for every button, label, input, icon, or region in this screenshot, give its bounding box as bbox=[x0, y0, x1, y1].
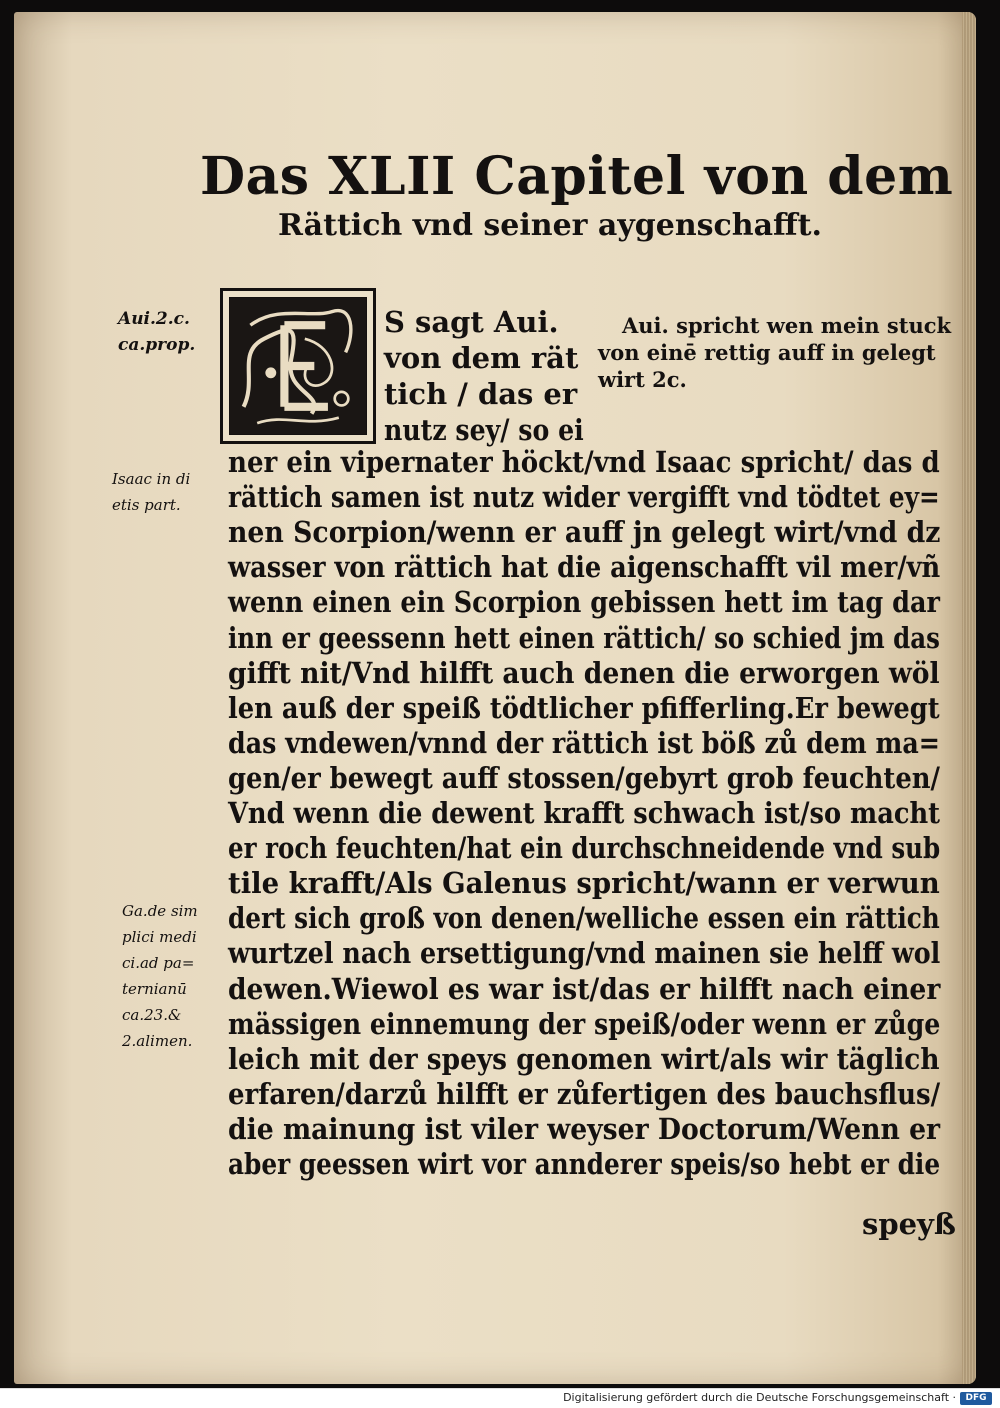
body-line: dert sich groß von denen/welliche essen ein rättich bbox=[228, 901, 940, 936]
side-note bbox=[598, 312, 952, 393]
body-line: gifft nit/Vnd hilfft auch denen die erworgen wöl bbox=[228, 655, 940, 690]
body-line: wurtzel nach ersettigung/vnd mainen sie helff wol bbox=[228, 936, 941, 971]
body-line: erfaren/darzů hilfft er zůfertigen des bauchsflus/ bbox=[228, 1076, 941, 1111]
initial-ornament-drawing bbox=[230, 298, 366, 434]
catchword: speyß bbox=[862, 1207, 956, 1241]
side-note-line: Aui. spricht wen mein stuck bbox=[622, 313, 952, 338]
margin-note-line: ca.prop. bbox=[118, 335, 196, 355]
margin-note-line: ternianū bbox=[122, 980, 187, 998]
body-line: len auß der speiß tödtlicher pfifferling.Er bewegt bbox=[228, 690, 940, 725]
body-line: ner ein vipernater höckt/vnd Isaac spricht/ das d bbox=[228, 445, 940, 479]
body-line: rättich samen ist nutz wider vergifft vnd tödtet ey= bbox=[228, 480, 940, 515]
margin-note-line: Aui.2.c. bbox=[118, 309, 190, 329]
body-line: Vnd wenn die dewent krafft schwach ist/so macht bbox=[228, 796, 941, 830]
body-line: wasser von rättich hat die aigenschafft vil mer/vñ bbox=[228, 550, 941, 585]
margin-note-line: Ga.de sim bbox=[122, 902, 198, 920]
chapter-title: Das XLII Capitel von dem bbox=[200, 146, 954, 207]
margin-note-line: ci.ad pa= bbox=[122, 954, 195, 972]
margin-note-line: Isaac in di bbox=[112, 470, 191, 488]
page-edge bbox=[962, 12, 976, 1384]
margin-note-line: 2.alimen. bbox=[122, 1032, 193, 1050]
side-note-line: von einē rettig auff in gelegt bbox=[598, 340, 936, 365]
side-note-line: wirt 2c. bbox=[598, 367, 687, 392]
credit-text: Digitalisierung gefördert durch die Deutsche Forschungsgemeinschaft · bbox=[563, 1391, 956, 1404]
body-line: nen Scorpion/wenn er auff jn gelegt wirt/vnd dz bbox=[228, 515, 941, 550]
margin-note-avi bbox=[118, 306, 195, 358]
body-line: leich mit der speys genomen wirt/als wir täglich bbox=[228, 1041, 940, 1076]
body-line: das vndewen/vnnd der rättich ist böß zů dem ma= bbox=[228, 725, 940, 760]
body-line: S sagt Aui. bbox=[384, 305, 559, 339]
body-line: nutz sey/ so ei bbox=[384, 413, 584, 447]
initial-ornament bbox=[229, 297, 367, 435]
margin-note-line: etis part. bbox=[112, 496, 181, 514]
body-line: dewen.Wiewol es war ist/das er hilfft nach einer bbox=[228, 971, 941, 1006]
dfg-logo: DFG bbox=[960, 1392, 992, 1405]
margin-note-isaac bbox=[112, 466, 190, 518]
body-line: gen/er bewegt auff stossen/gebyrt grob feuchten/ bbox=[228, 760, 940, 795]
body-line: aber geessen wirt vor annderer speis/so hebt er die bbox=[228, 1147, 941, 1181]
body-line: mässigen einnemung der speiß/oder wenn er zůge bbox=[228, 1006, 941, 1041]
body-line: tich / das er bbox=[384, 377, 578, 411]
body-line: inn er geessenn hett einen rättich/ so schied jm das bbox=[228, 620, 940, 655]
margin-note-galen bbox=[122, 898, 198, 1054]
margin-note-line: ca.23.& bbox=[122, 1006, 182, 1024]
body-line: er roch feuchten/hat ein durchschneidende vnd sub bbox=[228, 831, 941, 866]
chapter-subtitle: Rättich vnd seiner aygenschafft. bbox=[278, 208, 822, 243]
credit-bar bbox=[0, 1388, 1000, 1408]
body-line: von dem rät bbox=[384, 341, 579, 375]
body-line: wenn einen ein Scorpion gebissen hett im tag dar bbox=[228, 585, 940, 620]
decorated-initial-letter bbox=[220, 288, 376, 444]
body-line: tile krafft/Als Galenus spricht/wann er verwun bbox=[228, 866, 940, 901]
body-line: die mainung ist viler weyser Doctorum/Wenn er bbox=[228, 1111, 941, 1146]
margin-note-line: plici medi bbox=[122, 928, 197, 946]
